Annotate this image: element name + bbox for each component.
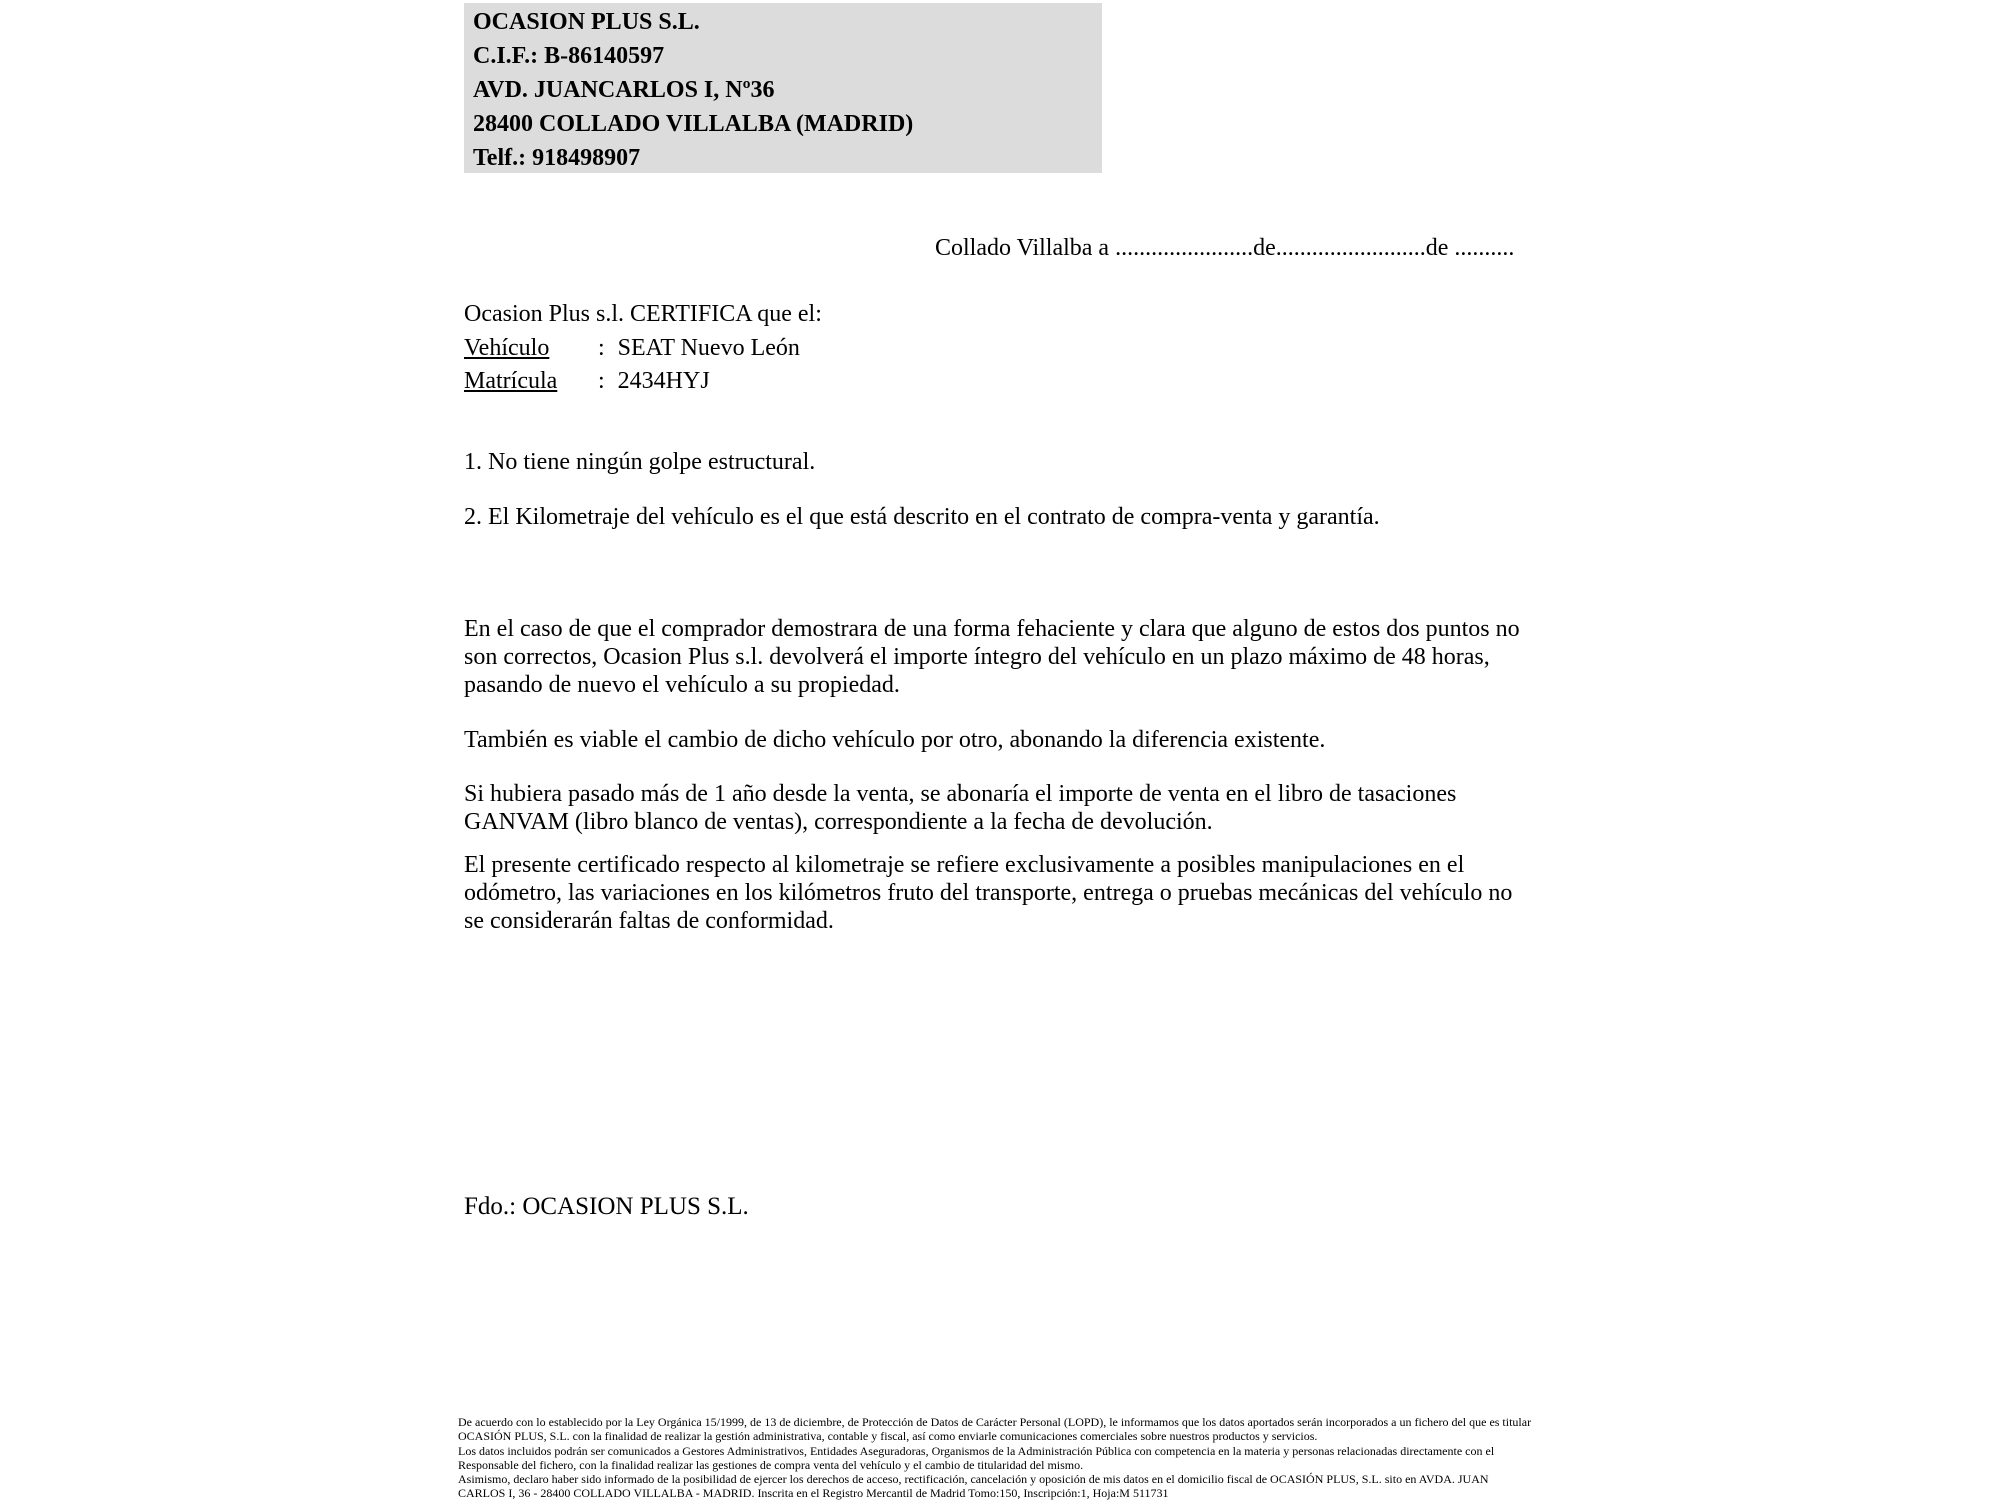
company-phone: Telf.: 918498907 bbox=[473, 145, 641, 171]
paragraph-refund bbox=[464, 615, 1520, 699]
paragraph-exchange-line: También es viable el cambio de dicho vehículo por otro, abonando la diferencia existente. bbox=[464, 727, 1326, 753]
legal-line-4: Responsable del fichero, con la finalidad realizar las gestiones de compra venta del vehículo y el cambio de titularidad del mismo. bbox=[458, 1457, 1084, 1472]
paragraph-refund-line: En el caso de que el comprador demostrara de una forma fehaciente y clara que alguno de estos dos puntos no bbox=[464, 616, 1520, 642]
legal-line-5: Asimismo, declaro haber sido informado de la posibilidad de ejercer los derechos de acceso, rectificación, cancelación y oposición de mis datos en el domicilio fiscal de OCASIÓN PLUS, S.L. sito en AVDA. JUAN bbox=[458, 1472, 1489, 1487]
legal-footer bbox=[458, 1415, 1531, 1501]
company-city: 28400 COLLADO VILLALBA (MADRID) bbox=[473, 111, 914, 137]
paragraph-ganvam bbox=[464, 780, 1456, 836]
legal-line-6: CARLOS I, 36 - 28400 COLLADO VILLALBA - MADRID. Inscrita en el Registro Mercantil de Madrid Tomo:150, Inscripción:1, Hoja:M 511731 bbox=[458, 1486, 1169, 1501]
plate-row bbox=[464, 365, 822, 399]
condition-1: 1. No tiene ningún golpe estructural. bbox=[464, 449, 816, 475]
paragraph-odometer bbox=[464, 851, 1512, 935]
vehicle-value: SEAT Nuevo León bbox=[617, 334, 800, 361]
certification-intro: Ocasion Plus s.l. CERTIFICA que el: bbox=[464, 301, 822, 327]
vehicle-colon: : bbox=[598, 334, 605, 361]
vehicle-label-wrap bbox=[464, 332, 598, 366]
vehicle-row bbox=[464, 332, 822, 366]
date-place-line: Collado Villalba a .......................de.........................de .......... bbox=[935, 235, 1515, 261]
company-name: OCASION PLUS S.L. bbox=[473, 9, 700, 35]
paragraph-refund-line: pasando de nuevo el vehículo a su propiedad. bbox=[464, 672, 900, 698]
plate-value: 2434HYJ bbox=[617, 368, 710, 394]
certification-block bbox=[464, 298, 822, 399]
company-cif: C.I.F.: B-86140597 bbox=[473, 43, 665, 69]
paragraph-exchange bbox=[464, 726, 1325, 754]
legal-line-1: De acuerdo con lo establecido por la Ley Orgánica 15/1999, de 13 de diciembre, de Protección de Datos de Carácter Personal (LOPD), le informamos que los datos aportados serán incorporados a un fichero del que es titular bbox=[458, 1415, 1532, 1429]
paragraph-ganvam-line: GANVAM (libro blanco de ventas), correspondiente a la fecha de devolución. bbox=[464, 809, 1213, 835]
company-header-block bbox=[464, 3, 1102, 173]
legal-line-2: OCASIÓN PLUS, S.L. con la finalidad de realizar la gestión administrativa, contable y fiscal, así como enviarle comunicaciones comerciales sobre nuestros productos y servicios. bbox=[458, 1429, 1318, 1444]
vehicle-label: Vehículo bbox=[464, 334, 550, 361]
paragraph-odometer-line: se considerarán faltas de conformidad. bbox=[464, 908, 834, 934]
plate-label-wrap bbox=[464, 365, 598, 399]
paragraph-odometer-line: odómetro, las variaciones en los kilómetros fruto del transporte, entrega o pruebas mecánicas del vehículo no bbox=[464, 880, 1513, 906]
paragraph-odometer-line: El presente certificado respecto al kilometraje se refiere exclusivamente a posibles manipulaciones en el bbox=[464, 852, 1465, 878]
legal-line-3: Los datos incluidos podrán ser comunicados a Gestores Administrativos, Entidades Aseguradoras, Organismos de la Administración Pública con competencia en la materia y personas relacionadas directamente con el bbox=[458, 1443, 1495, 1458]
condition-2: 2. El Kilometraje del vehículo es el que está descrito en el contrato de compra-venta y garantía. bbox=[464, 504, 1380, 530]
plate-colon: : bbox=[598, 368, 605, 394]
plate-label: Matrícula bbox=[464, 368, 558, 394]
company-address: AVD. JUANCARLOS I, Nº36 bbox=[473, 77, 775, 103]
paragraph-refund-line: son correctos, Ocasion Plus s.l. devolverá el importe íntegro del vehículo en un plazo máximo de 48 horas, bbox=[464, 644, 1490, 670]
signature-line: Fdo.: OCASION PLUS S.L. bbox=[464, 1193, 749, 1220]
paragraph-ganvam-line: Si hubiera pasado más de 1 año desde la venta, se abonaría el importe de venta en el libro de tasaciones bbox=[464, 781, 1457, 807]
